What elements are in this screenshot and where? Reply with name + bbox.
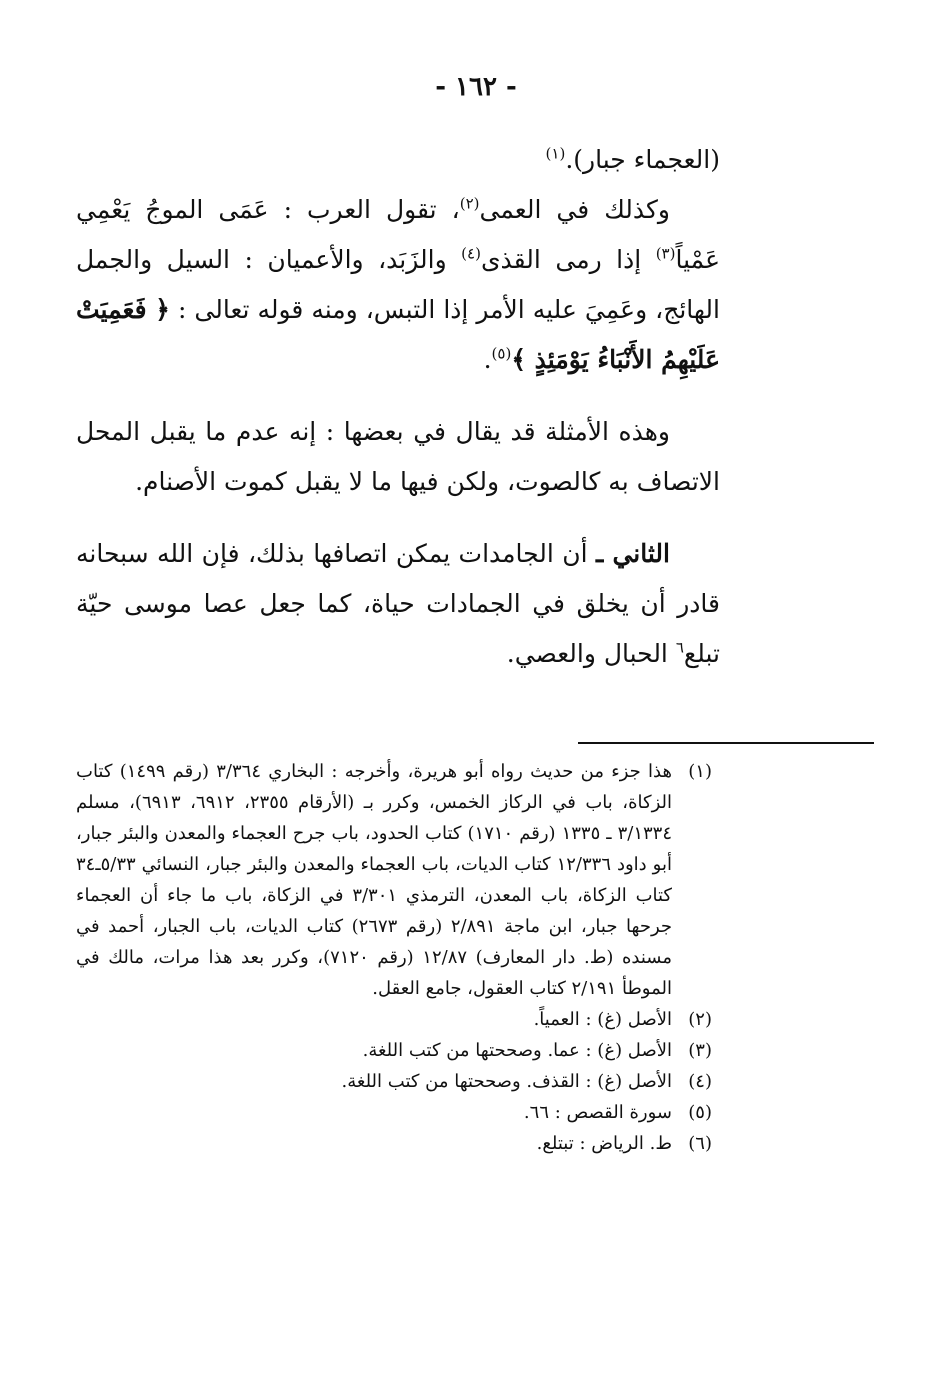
paragraph-2-text-a: وكذلك في العمى [479,195,670,224]
paragraph-3: وهذه الأمثلة قد يقال في بعضها : إنه عدم ما يقبل المحل الاتصاف به كالصوت، ولكن فيها ما لا يقبل كموت الأصنام. [76,417,720,496]
footnote-ref-6: ٦ [675,638,684,657]
footnote-number: (٢) [688,1009,712,1030]
main-text [76,135,720,679]
paragraph-2-text-b: ، تقول العرب : عَمَى الموجُ يَعْمِي عَمْياً [76,195,720,274]
footnote-3 [76,1035,712,1066]
footnote-1 [76,756,712,1004]
footnote-number: (٦) [688,1133,712,1154]
page-number: - ١٦٢ - [435,72,517,102]
paragraph-2-text-e: . [483,345,492,374]
footnote-text: الأصل (غ) : عما. وصححتها من كتب اللغة. [362,1040,672,1061]
paragraph-1 [76,135,720,185]
paragraph-4-text-b: الحبال والعصي. [506,639,676,668]
footnote-4 [76,1066,712,1097]
footnote-number: (٤) [688,1071,712,1092]
footnote-text: الأصل (غ) : العمياً. [533,1009,672,1030]
footnote-number: (٥) [688,1102,712,1123]
paragraph-1-text: (العجماء جبار). [565,145,720,174]
footnote-number: (١) [688,761,712,782]
footnote-ref-3: (٣) [655,244,676,263]
paragraph-2-text-d: والزَبَد، والأعميان : السيل والجمل الهائج، وعَمِيَ عليه الأمر إذا التبس، ومنه قوله تعالى : [76,245,720,324]
footnote-separator [578,742,874,744]
footnotes [76,756,712,1159]
footnote-text: هذا جزء من حديث رواه أبو هريرة، وأخرجه : البخاري ٣/٣٦٤ (رقم ١٤٩٩) كتاب الزكاة، باب في الركاز الخمس، وكرر بـ (الأرقام ٢٣٥٥، ٦٩١٢، ٦٩١٣)، مسلم ٣/١٣٣٤ ـ ١٣٣٥ (رقم ١٧١٠) كتاب الحدود، باب جرح العجماء والمعدن والبئر جبار، أبو داود ١٢/٣٣٦ كتاب الديات، باب العجماء والمعدن والبئر جبار، النسائي ٥/٣٣ـ٣٤ كتاب الزكاة، باب المعدن، الترمذي ٣/٣٠١ في الزكاة، باب ما جاء أن العجماء جرحها جبار، ابن ماجة ٢/٨٩١ (رقم ٢٦٧٣) كتاب الديات، باب الجبار، أحمد في مسنده (ط. دار المعارف) ١٢/٨٧ (رقم ٧١٢٠)، وكرر بعد هذا مرات، مالك في الموطأ ٢/١٩١ كتاب العقول، جامع العقل. [76,761,673,999]
footnote-text: سورة القصص : ٦٦. [523,1102,672,1123]
footnote-text: الأصل (غ) : القذف. وصححتها من كتب اللغة. [341,1071,672,1092]
paragraph-4 [76,529,720,679]
footnote-ref-1: (١) [545,144,566,163]
footnote-2 [76,1004,712,1035]
paragraph-2 [76,185,720,385]
footnote-number: (٣) [688,1040,712,1061]
footnote-ref-5: (٥) [491,344,512,363]
footnote-ref-2: (٢) [459,194,480,213]
footnote-text: ط. الرياض : تبتلع. [536,1133,672,1154]
paragraph-2-text-c: إذا رمى القذى [480,245,656,274]
footnote-5 [76,1097,712,1128]
paragraph-4-lead: الثاني ـ [595,539,670,568]
footnote-ref-4: (٤) [461,244,481,263]
footnote-6 [76,1128,712,1159]
quran-verse: ﴿ فَعَمِيَتْ عَلَيْهِمُ الأَنْبَاءُ يَوْمَئِذٍ ﴾ [76,295,720,374]
paragraph-4-text-a: أن الجامدات يمكن اتصافها بذلك، فإن الله سبحانه قادر أن يخلق في الجمادات حياة، كما جعل عصا موسى حيّة تبلع [76,539,720,668]
